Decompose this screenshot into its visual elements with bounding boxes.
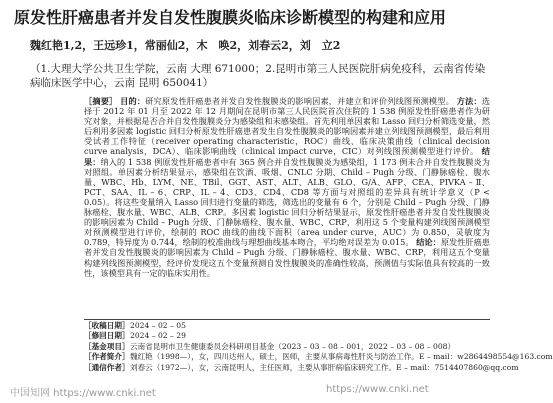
author-affiliation: （1.大理大学公共卫生学院，云南 大理 671000；2.昆明市第三人民医院肝病免疫科，云南省传染病临床医学中心，云南 昆明 650041） xyxy=(30,63,486,89)
objective-text: 研究原发性肝癌患者并发自发性腹膜炎的影响因素，并建立和评价列线图预测模型。 xyxy=(145,96,454,106)
divider-top xyxy=(84,319,490,320)
corresponding-row xyxy=(84,362,519,373)
received-label: ［收稿日期］ xyxy=(84,321,130,330)
conclusion-label: 结论： xyxy=(416,237,441,248)
article-meta xyxy=(84,321,553,373)
results-label: 结果： xyxy=(84,146,490,167)
abstract xyxy=(84,96,490,318)
watermark-right: https://www.cnki.net xyxy=(326,384,429,395)
methods-text: 选择于 2012 年 01 月至 2022 年 12 月期间在昆明市第三人民医院首次住院的 1 538 例原发性肝癌患者作为研究对象，并根据是否合并自发性腹膜炎分为感染组和未感染组。首先利用单因素和 Lasso 回归分析筛选变量，然后利用多因素 logistic 回归分析原发性肝癌患者发生自发性腹膜炎的影响因素并建立列线图预测模型，最后利用受试者工作特征（receiver operating characteristic，ROC）曲线、临床决策曲线（clinical decision curve analysis，DCA）、临床影响曲线（clinical impact curve，CIC）对列线图预测模型进行评价。 xyxy=(84,96,490,157)
revised-row xyxy=(84,331,490,341)
fund-row xyxy=(84,342,490,352)
methods-label: 方法： xyxy=(456,96,482,106)
watermark-left: 中国知网 https://www.cnki.net xyxy=(10,388,156,399)
corresponding-label: ［通信作者］ xyxy=(84,362,130,372)
objective-label: 目的： xyxy=(120,96,146,106)
author-bio-label: ［作者简介］ xyxy=(84,352,130,362)
abstract-heading: ［摘要］ xyxy=(84,96,118,106)
fund-text: 云南省昆明市卫生健康委员会科研项目基金（2023 – 03 – 08 – 001，2022 – 03 – 08 – 008） xyxy=(130,341,456,351)
received-date: 2024 – 02 – 05 xyxy=(130,321,186,330)
received-row xyxy=(84,321,490,331)
author-list: 魏红艳1,2，王远珍1，常丽仙2，木 唤2，刘春云2，刘 立2 xyxy=(30,39,341,52)
results-text: 纳入的 1 538 例原发性肝癌患者中有 365 例合并自发性腹膜炎为感染组，1 173 例未合并自发性腹膜炎为对照组。单因素分析结果显示，感染组在饮酒、吸烟、CNLC 分期、Child – Pugh 分级、门静脉癌栓、腹水量、WBC、Hb、LYM、NE、TBil、GGT、AST、ALT、ALB、GLO、G/A、AFP、CEA、PIVKA – Ⅱ、PCT、SAA、IL – 6、CRP、IL – 4、CD3、CD4、CD8 等方面与对照组的差异具有统计学意义（P < 0.05）。将这些变量纳入 Lasso 回归进行变量的筛选，筛选出的变量有 6 个，分别是 Child – Pugh 分级、门静脉癌栓、腹水量、WBC、ALB、CRP。多因素 logistic 回归分析结果显示，原发性肝癌患者并发自发性腹膜炎的影响因素为 Child – Pugh 分级、门静脉癌栓、腹水量、WBC、CRP，利用这 5 个变量构建列线图预测模型对预测模型进行评价，绘制的 ROC 曲线的曲线下面积（area under curve，AUC）为 0.850，灵敏度为 0.789，特异度为 0.744，绘制的校准曲线与理想曲线基本吻合，平均绝对误差为 0.015。 xyxy=(84,156,490,248)
revised-date: 2024 – 02 – 29 xyxy=(130,331,186,341)
corresponding-text: 刘春云（1972—），女，云南昆明人，主任医师，主要从事肝病临床研究工作。E – mail：7514407860@qq.com xyxy=(130,362,519,372)
article-title: 原发性肝癌患者并发自发性腹膜炎临床诊断模型的构建和应用 xyxy=(14,8,447,27)
fund-label: ［基金项目］ xyxy=(84,341,130,351)
conclusion-text: 原发性肝癌患者并发自发性腹膜炎的影响因素为 Child – Pugh 分级、门静脉癌栓、腹水量、WBC、CRP，利用这五个变量构建列线图预测模型，经评价发现这五个变量预测自发性腹膜炎的准确性较高，预测值与实际值具有较高的一致性，该模型具有一定的临床实用性。 xyxy=(84,237,490,278)
author-bio-text: 魏红艳（1998—），女，四川达州人，硕士，医师，主要从事病毒性肝炎与防治工作。E – mail：w2864498554@163.com xyxy=(130,352,553,362)
author-bio-row xyxy=(84,352,553,362)
revised-label: ［修回日期］ xyxy=(84,331,130,341)
